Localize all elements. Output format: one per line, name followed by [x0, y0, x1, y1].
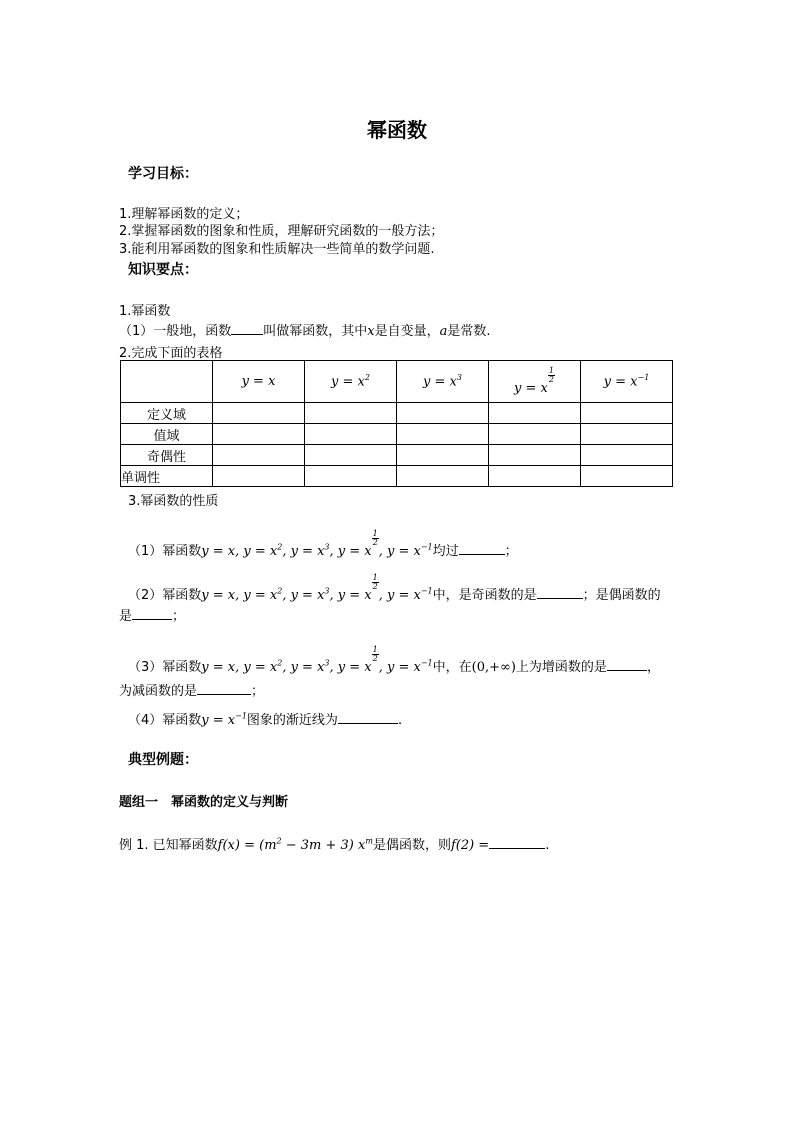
group-1-title: 题组一 幂函数的定义与判断 — [119, 795, 289, 810]
row-label-monotonicity: 单调性 — [121, 466, 213, 487]
table-row — [121, 424, 673, 445]
property-3-continued: 为减函数的是 ； — [119, 684, 265, 699]
property-4: （4）幂函数$y = x^{-1}$图象的渐近线为 . — [128, 711, 403, 728]
table-corner-cell — [121, 361, 213, 403]
answer-blank — [607, 658, 647, 671]
examples-heading: 典型例题： — [128, 752, 198, 768]
section-2-title: 2.完成下面的表格 — [119, 346, 223, 361]
property-2-continued: 是 ； — [119, 609, 186, 624]
section-3-title: 3.幂函数的性质 — [128, 494, 219, 509]
table-row — [121, 466, 673, 487]
function-expression: $f(x) = (m^2 - 3m + 3)$ $x^m$ — [217, 836, 373, 853]
header-y-x-half: y = x $\frac{1}{2}$ — [489, 361, 581, 403]
table-row — [121, 403, 673, 424]
knowledge-heading: 知识要点： — [128, 262, 198, 278]
function-value: f(2) = — [450, 838, 490, 853]
example-1: 例 1. 已知幂函数$f(x) = (m^2 - 3m + 3)$ $x^m$是偶函数，则f(2) = . — [119, 836, 550, 853]
power-function-list: y = x, $y = x^2$, $y = x^3$, y = x $\frac{1}{2}$ , $y = x^{-1}$ — [201, 529, 433, 559]
row-label-range: 值域 — [121, 424, 213, 445]
objective-item: 3.能利用幂函数的图象和性质解决一些简单的数学问题. — [119, 242, 435, 257]
property-3: （3）幂函数y = x, $y = x^2$, $y = x^3$, y = x $\frac{1}{2}$ , $y = x^{-1}$中，在(0,+∞)上为增函数的是 ， — [128, 645, 660, 675]
answer-blank — [537, 586, 583, 599]
power-function-list: y = x, $y = x^2$, $y = x^3$, y = x $\frac{1}{2}$ , $y = x^{-1}$ — [201, 573, 433, 603]
page-title: 幂函数 — [367, 118, 427, 142]
answer-blank — [132, 607, 172, 620]
section-1-definition: （1）一般地，函数 叫做幂函数，其中x是自变量，a是常数. — [119, 324, 491, 339]
header-y-x-neg1: $y = x^{-1}$ — [581, 361, 673, 403]
header-y-x3: $y = x^3$ — [397, 361, 489, 403]
objective-item: 1.理解幂函数的定义； — [119, 207, 249, 222]
answer-blank — [459, 542, 505, 555]
row-label-parity: 奇偶性 — [121, 445, 213, 466]
answer-blank — [197, 682, 251, 695]
header-y-x2: $y = x^2$ — [305, 361, 397, 403]
objectives-heading: 学习目标： — [128, 166, 198, 182]
section-1-title: 1.幂函数 — [119, 304, 171, 319]
answer-blank — [489, 836, 545, 849]
header-y-x: y = x — [213, 361, 305, 403]
interval: (0,+∞) — [471, 660, 516, 675]
power-function-list: y = x, $y = x^2$, $y = x^3$, y = x $\frac{1}{2}$ , $y = x^{-1}$ — [201, 645, 433, 675]
property-1: （1）幂函数y = x, $y = x^2$, $y = x^3$, y = x $\frac{1}{2}$ , $y = x^{-1}$均过 ； — [128, 529, 518, 559]
answer-blank — [231, 322, 263, 335]
property-2: （2）幂函数y = x, $y = x^2$, $y = x^3$, y = x $\frac{1}{2}$ , $y = x^{-1}$中，是奇函数的是 ；是偶函数的 — [128, 573, 661, 603]
row-label-domain: 定义域 — [121, 403, 213, 424]
answer-blank — [338, 711, 398, 724]
objective-item: 2.掌握幂函数的图象和性质，理解研究函数的一般方法； — [119, 224, 444, 239]
table-header-row — [121, 361, 673, 403]
power-function-table — [120, 360, 673, 487]
power-function: $y = x^{-1}$ — [201, 711, 247, 728]
table-row — [121, 445, 673, 466]
